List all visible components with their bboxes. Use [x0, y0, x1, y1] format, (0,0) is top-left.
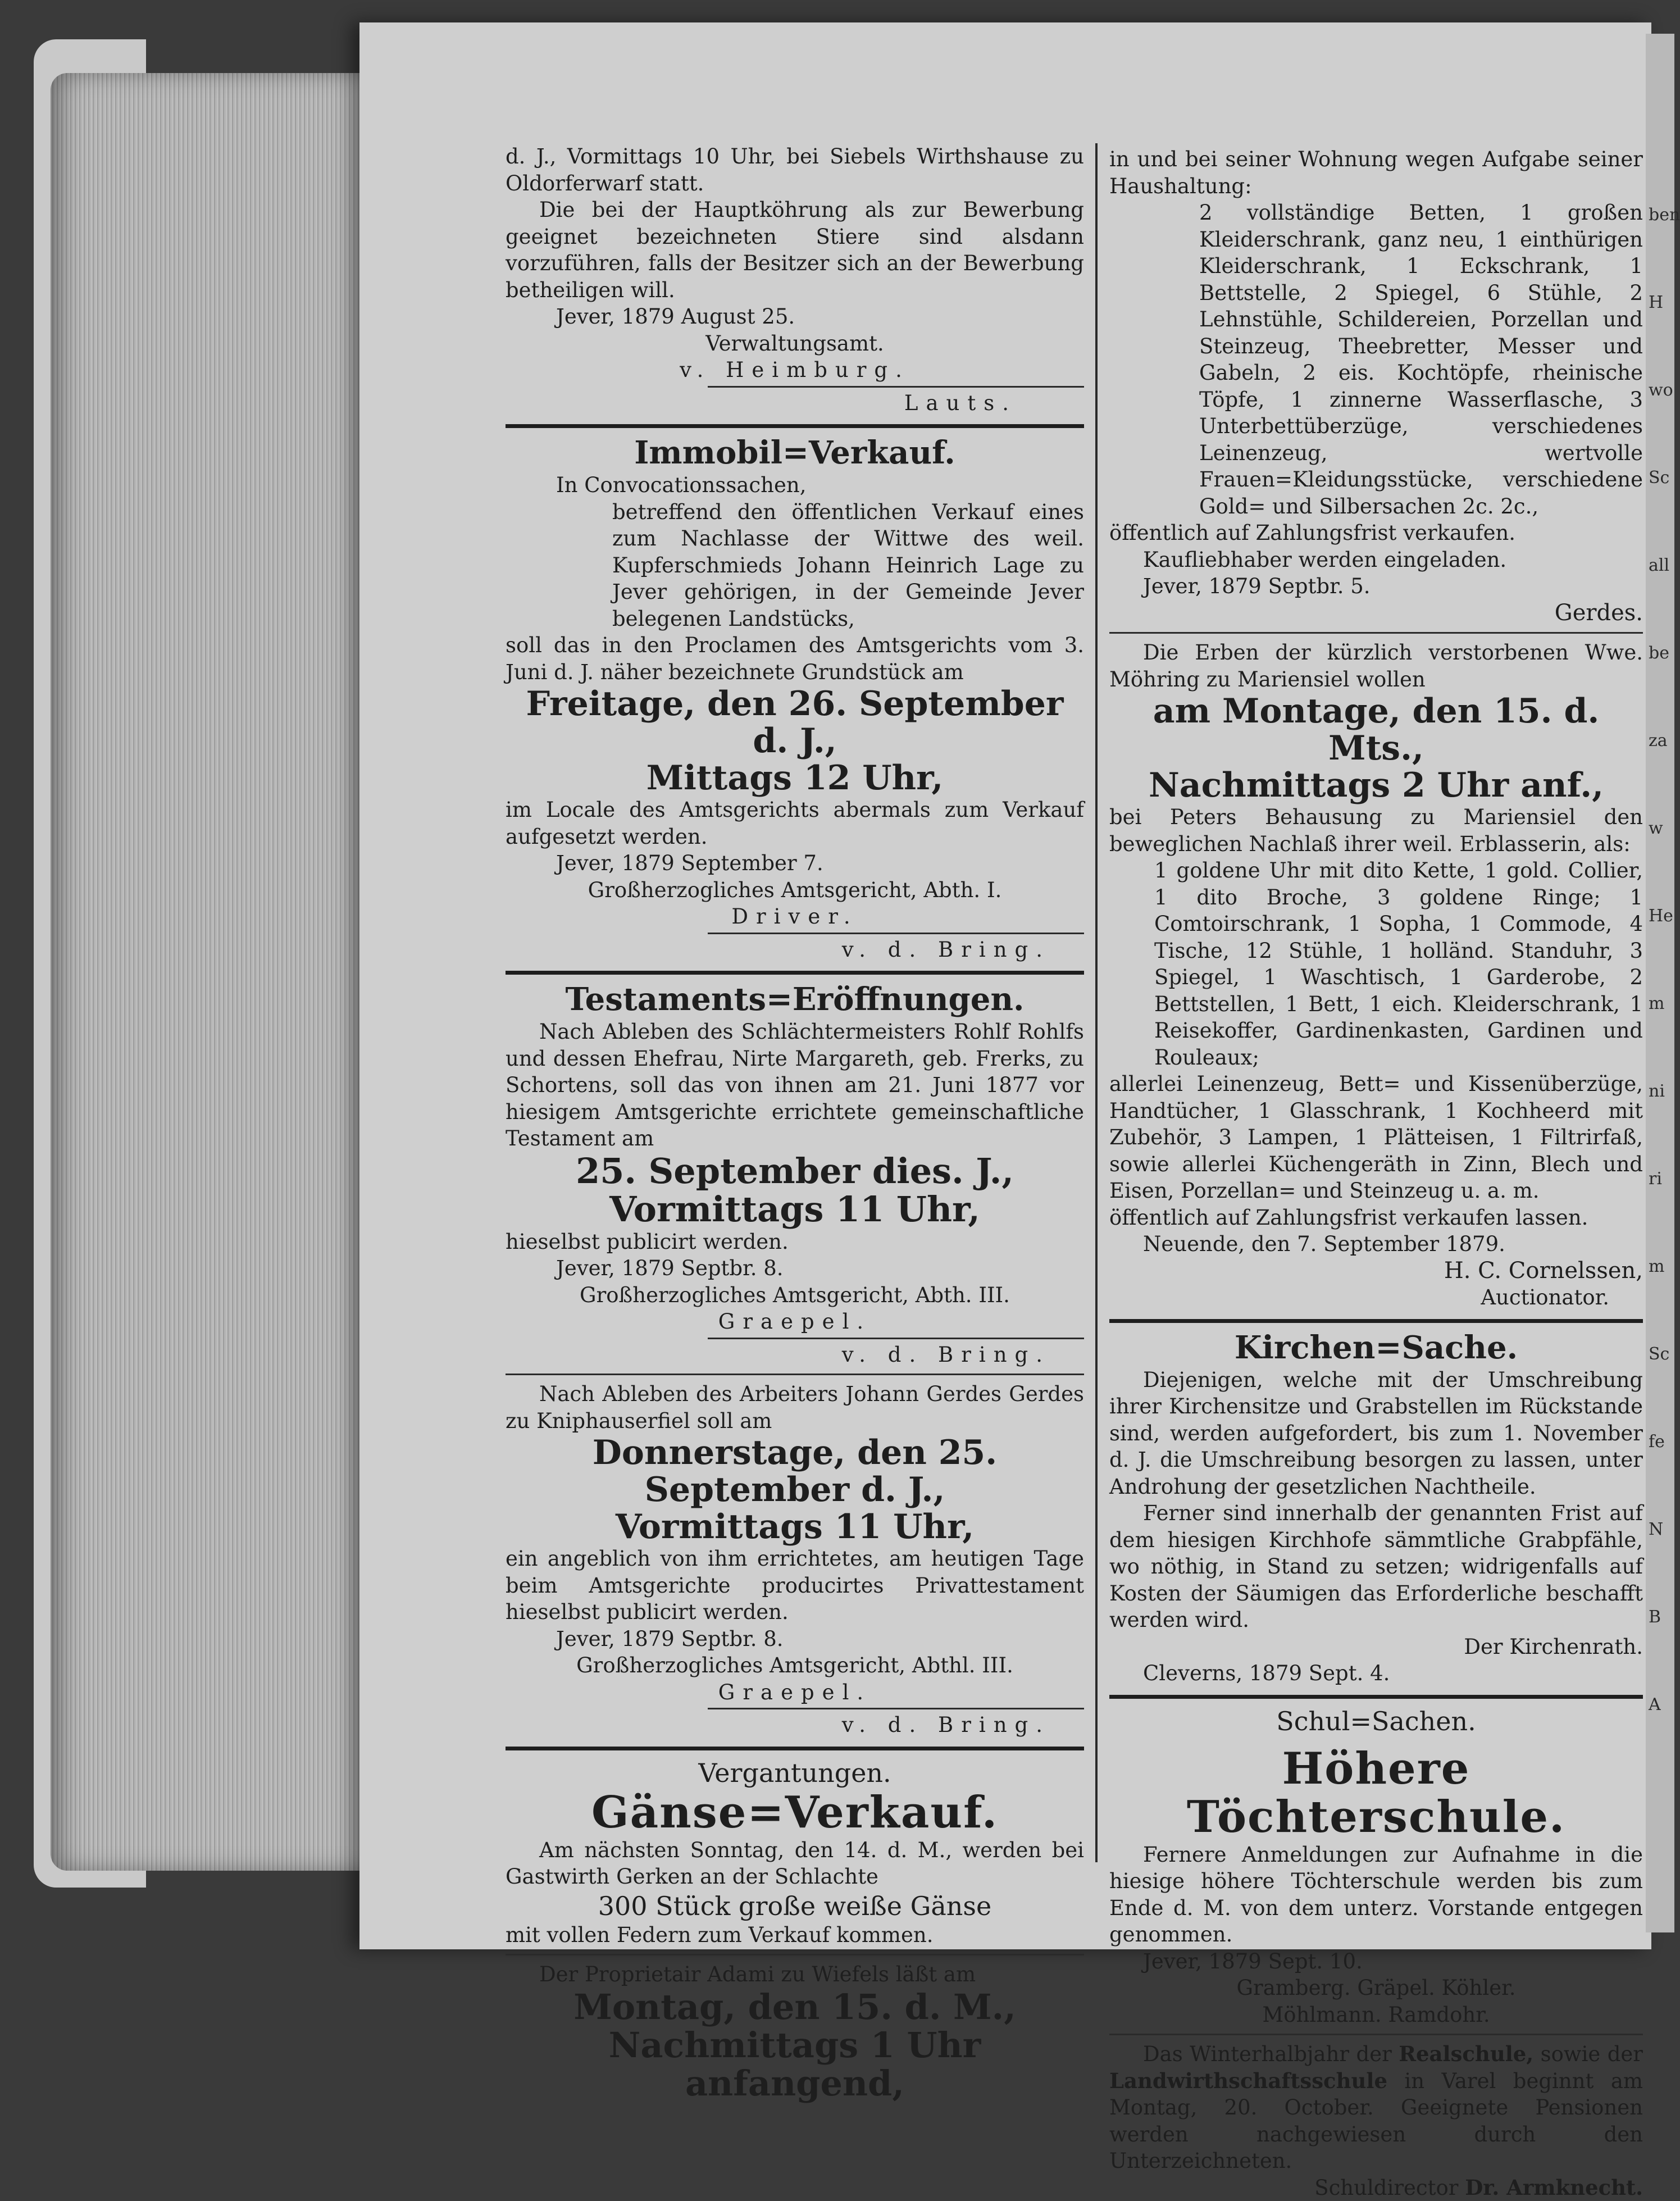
clerk: v. d. Bring.	[506, 1341, 1084, 1368]
rule	[708, 1708, 1084, 1709]
signer: Graepel.	[506, 1679, 1084, 1706]
next-page-fragment: He	[1649, 903, 1673, 929]
next-page-fragment: Sc	[1649, 465, 1673, 491]
rule	[506, 1374, 1084, 1375]
next-page-fragment: Sc	[1649, 1341, 1673, 1367]
notice-text: d. J., Vormittags 10 Uhr, bei Siebels Wirthshause zu Oldorferwarf statt.	[506, 143, 1084, 197]
notice-text: öffentlich auf Zahlungsfrist verkaufen.	[1109, 520, 1643, 547]
right-column	[1109, 146, 1643, 2201]
section-vergantungen	[506, 1757, 1084, 2103]
next-page-fragments	[1649, 202, 1673, 1780]
section-title: Immobil=Verkauf.	[506, 435, 1084, 471]
column-divider	[1095, 143, 1098, 1862]
board-names: Möhlmann. Ramdohr.	[1109, 2002, 1643, 2029]
next-page-fragment: m	[1649, 991, 1673, 1017]
next-page-fragment: H	[1649, 290, 1673, 316]
school-name: Landwirthschaftsschule	[1109, 2068, 1387, 2093]
next-page-fragment: ri	[1649, 1166, 1673, 1192]
next-page-fragment: all	[1649, 553, 1673, 579]
notice-text: Das Winterhalbjahr der Realschule, sowie der Landwirthschaftsschule in Varel beginnt am Montag, 20. October. Geeignete Pensionen werden nachgewiesen durch den Unterzeichneten.	[1109, 2041, 1643, 2175]
time-heading: Mittags 12 Uhr,	[506, 760, 1084, 797]
section-testament	[506, 981, 1084, 1739]
section-rule	[1109, 1319, 1643, 1323]
section-title: Kirchen=Sache.	[1109, 1330, 1643, 1366]
notice-text: im Locale des Amtsgerichts abermals zum Verkauf aufgesetzt werden.	[506, 797, 1084, 850]
time-heading: Vormittags 11 Uhr,	[506, 1190, 1084, 1229]
book-page-edges	[51, 73, 388, 1871]
countersign: Lauts.	[506, 390, 1084, 417]
rule	[1109, 632, 1643, 634]
signer: v. Heimburg.	[506, 357, 1084, 384]
section-rule	[506, 424, 1084, 428]
place-date: Jever, 1879 August 25.	[506, 303, 1084, 330]
next-page-fragment: w	[1649, 816, 1673, 842]
signer-role: Auctionator.	[1109, 1284, 1643, 1311]
next-page-fragment: wo	[1649, 378, 1673, 403]
item-list: 1 goldene Uhr mit dito Kette, 1 gold. Collier, 1 dito Broche, 3 goldene Ringe; 1 Comtoirschrank, 1 Sopha, 1 Commode, 4 Tische, 12 Stühle, 1 holländ. Standuhr, 3 Spiegel, 1 Waschtisch, 1 Garderobe, 2 Bettstellen, 1 Bett, 1 eich. Kleiderschrank, 1 Reisekoffer, Gardinenkasten, Gardinen und Rouleaux;	[1109, 857, 1643, 1071]
notice-stiere	[506, 143, 1084, 416]
court: Großherzogliches Amtsgericht, Abth. III.	[506, 1282, 1084, 1309]
notice-text: mit vollen Federn zum Verkauf kommen.	[506, 1922, 1084, 1949]
next-page-fragment: ben	[1649, 202, 1673, 228]
notice-haushaltung	[1109, 146, 1643, 626]
director: Schuldirector Dr. Armknecht.	[1109, 2175, 1643, 2201]
notice-text: soll das in den Proclamen des Amtsgerichts vom 3. Juni d. J. näher bezeichnete Grundstück am	[506, 632, 1084, 685]
place-date: Jever, 1879 September 7.	[506, 850, 1084, 877]
date-heading: Freitage, den 26. September d. J.,	[506, 685, 1084, 760]
signer: Der Kirchenrath.	[1109, 1634, 1643, 1661]
next-page-fragment: fe	[1649, 1429, 1673, 1455]
item-list: 2 vollständige Betten, 1 großen Kleiderschrank, ganz neu, 1 einthürigen Kleiderschrank, 1 Eckschrank, 1 Bettstelle, 2 Spiegel, 6 Stühle, 2 Lehnstühle, Schildereien, Porzellan und Steinzeug, Theebretter, Messer und Gabeln, 2 eis. Kochtöpfe, rheinische Töpfe, 1 zinnerne Wasserflasche, 3 Unterbettüberzüge, verschiedenes Leinenzeug, wertvolle Frauen=Kleidungsstücke, verschiedene Gold= und Silbersachen 2c. 2c.,	[1109, 199, 1643, 520]
next-page-fragment: ni	[1649, 1079, 1673, 1104]
court: Großherzogliches Amtsgericht, Abthl. III.	[506, 1652, 1084, 1679]
time-heading: Vormittags 11 Uhr,	[506, 1508, 1084, 1545]
next-page-fragment: A	[1649, 1692, 1673, 1718]
signer: Graepel.	[506, 1308, 1084, 1335]
time-heading: Nachmittags 1 Uhr anfangend,	[506, 2026, 1084, 2103]
place-date: Jever, 1879 Septbr. 8.	[506, 1626, 1084, 1653]
date-heading: am Montage, den 15. d. Mts.,	[1109, 693, 1643, 767]
left-column	[506, 143, 1084, 2103]
time-heading: Nachmittags 2 Uhr anf.,	[1109, 767, 1643, 804]
office: Verwaltungsamt.	[506, 330, 1084, 357]
notice-text: in und bei seiner Wohnung wegen Aufgabe seiner Haushaltung:	[1109, 146, 1643, 199]
notice-text: Diejenigen, welche mit der Umschreibung ihrer Kirchensitze und Grabstellen im Rückstande sind, werden aufgefordert, bis zum 1. November d. J. die Umschreibung besorgen zu lassen, unter Androhung der gesetzlichen Nachtheile.	[1109, 1367, 1643, 1500]
court: Großherzogliches Amtsgericht, Abth. I.	[506, 877, 1084, 904]
section-title: Testaments=Eröffnungen.	[506, 981, 1084, 1017]
date-heading: Donnerstage, den 25. September d. J.,	[506, 1434, 1084, 1508]
date-heading: Montag, den 15. d. M.,	[506, 1988, 1084, 2026]
notice-text: Kaufliebhaber werden eingeladen.	[1109, 547, 1643, 574]
place-date: Jever, 1879 Septbr. 5.	[1109, 573, 1643, 600]
section-kirchen	[1109, 1330, 1643, 1687]
notice-text: Die bei der Hauptköhrung als zur Bewerbung geeignet bezeichneten Stiere sind alsdann vorzuführen, falls der Besitzer sich an der Bewerbung betheiligen will.	[506, 197, 1084, 303]
goods-heading: 300 Stück große weiße Gänse	[506, 1890, 1084, 1922]
section-rule	[1109, 1695, 1643, 1699]
next-page-fragment: za	[1649, 728, 1673, 754]
next-page-fragment: N	[1649, 1517, 1673, 1543]
signer: Gerdes.	[1109, 600, 1643, 627]
sub-title: Gänse=Verkauf.	[506, 1789, 1084, 1837]
sub-title: Höhere Töchterschule.	[1109, 1745, 1643, 1841]
notice-text: öffentlich auf Zahlungsfrist verkaufen lassen.	[1109, 1204, 1643, 1231]
next-page-fragment: be	[1649, 640, 1673, 666]
school-name: Realschule,	[1399, 2041, 1533, 2066]
place-date: Jever, 1879 Septbr. 8.	[506, 1255, 1084, 1282]
section-immobil	[506, 435, 1084, 963]
notice-text: Die Erben der kürzlich verstorbenen Wwe. Möhring zu Mariensiel wollen	[1109, 639, 1643, 693]
notice-text: betreffend den öffentlichen Verkauf eines zum Nachlasse der Wittwe des weil. Kupferschmieds Johann Heinrich Lage zu Jever gehörigen, in der Gemeinde Jever belegenen Landstücks,	[506, 499, 1084, 633]
notice-text: Fernere Anmeldungen zur Aufnahme in die hiesige höhere Töchterschule werden bis zum Ende d. M. von dem unterz. Vorstande entgegen genommen.	[1109, 1841, 1643, 1948]
place-date: Jever, 1879 Sept. 10.	[1109, 1948, 1643, 1975]
clerk: v. d. Bring.	[506, 936, 1084, 963]
notice-text: Ferner sind innerhalb der genannten Frist auf dem hiesigen Kirchhofe sämmtliche Grabpfähle, wo nöthig, in Stand zu setzen; widrigenfalls auf Kosten der Säumigen das Erforderliche beschafft werden wird.	[1109, 1500, 1643, 1634]
notice-moehring	[1109, 639, 1643, 1311]
rule	[708, 933, 1084, 934]
next-page-fragment: B	[1649, 1604, 1673, 1630]
date-heading: 25. September dies. J.,	[506, 1152, 1084, 1190]
notice-text: Der Proprietair Adami zu Wiefels läßt am	[506, 1961, 1084, 1988]
rule	[708, 1338, 1084, 1339]
notice-text: Am nächsten Sonntag, den 14. d. M., werden bei Gastwirth Gerken an der Schlachte	[506, 1837, 1084, 1890]
notice-text: In Convocationssachen,	[506, 472, 1084, 499]
item-list: allerlei Leinenzeug, Bett= und Kissenüberzüge, Handtücher, 1 Glasschrank, 1 Kochheerd mit Zubehör, 3 Lampen, 1 Plätteisen, 1 Filtrirfaß, sowie allerlei Küchengeräth in Zinn, Blech und Eisen, Porzellan= und Steinzeug u. a. m.	[1109, 1071, 1643, 1204]
place-date: Cleverns, 1879 Sept. 4.	[1109, 1660, 1643, 1687]
rule	[506, 1954, 1084, 1956]
next-page-fragment: m	[1649, 1254, 1673, 1280]
section-schul	[1109, 1706, 1643, 2201]
section-rule	[506, 1747, 1084, 1750]
notice-text: hieselbst publicirt werden.	[506, 1229, 1084, 1256]
section-rule	[506, 971, 1084, 975]
place-date: Neuende, den 7. September 1879.	[1109, 1231, 1643, 1258]
section-title: Vergantungen.	[506, 1757, 1084, 1789]
clerk: v. d. Bring.	[506, 1712, 1084, 1739]
signer: Driver.	[506, 903, 1084, 930]
section-title: Schul=Sachen.	[1109, 1706, 1643, 1737]
notice-text: bei Peters Behausung zu Mariensiel den beweglichen Nachlaß ihrer weil. Erblasserin, als:	[1109, 804, 1643, 857]
rule	[708, 386, 1084, 388]
notice-text: Nach Ableben des Arbeiters Johann Gerdes Gerdes zu Kniphauserfiel soll am	[506, 1381, 1084, 1434]
board-names: Gramberg. Gräpel. Köhler.	[1109, 1975, 1643, 2002]
notice-text: ein angeblich von ihm errichtetes, am heutigen Tage beim Amtsgerichte producirtes Privattestament hieselbst publicirt werden.	[506, 1545, 1084, 1626]
director-name: Dr. Armknecht.	[1465, 2175, 1643, 2200]
notice-text: Nach Ableben des Schlächtermeisters Rohlf Rohlfs und dessen Ehefrau, Nirte Margareth, geb. Frerks, zu Schortens, soll das von ihnen am 21. Juni 1877 vor hiesigem Amtsgerichte errichtete gemeinschaftliche Testament am	[506, 1018, 1084, 1152]
signer: H. C. Cornelssen,	[1109, 1258, 1643, 1285]
rule	[1109, 2034, 1643, 2035]
